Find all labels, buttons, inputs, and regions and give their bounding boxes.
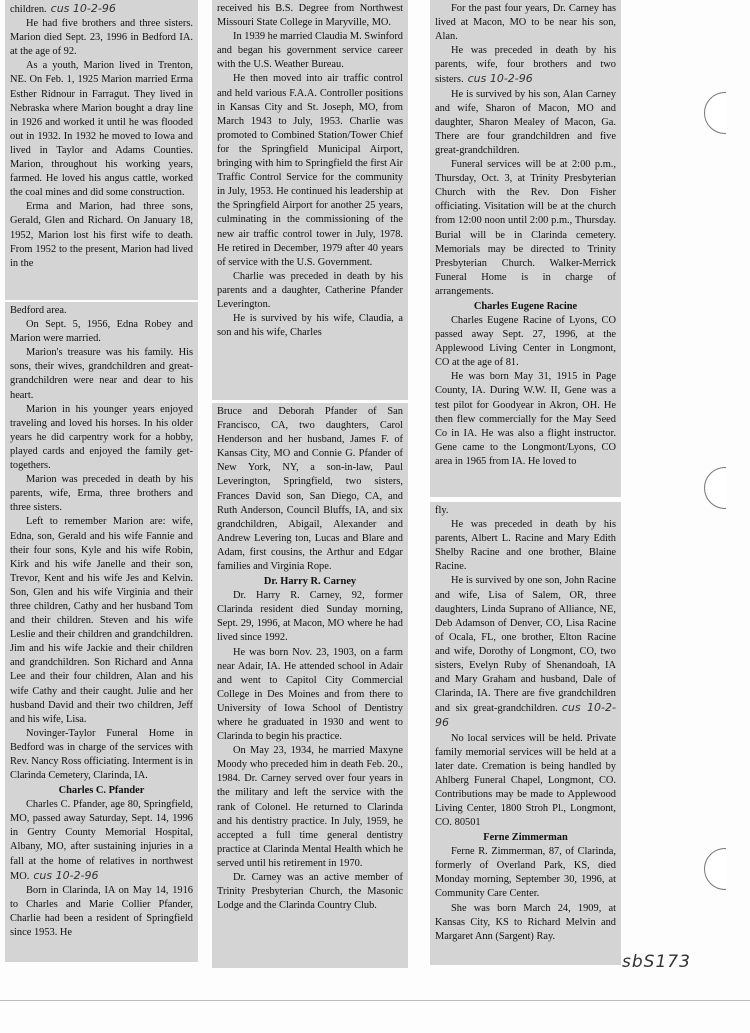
paragraph: For the past four years, Dr. Carney has lived at Macon, MO to be near his son, Alan.	[435, 3, 616, 43]
paragraph: In 1939 he married Claudia M. Swinford and began his government service career with the U.S. Weather Bureau.	[217, 31, 403, 71]
paragraph: He had five brothers and three sisters. Marion died Sept. 23, 1996 in Bedford IA. at the age of 92.	[10, 18, 193, 58]
paragraph: Marion in his younger years enjoyed traveling and loved his horses. In his older years he did carpentry work for a hobby, played cards and enjoyed the family get-togethers.	[10, 403, 193, 472]
paragraph: Left to remember Marion are: wife, Edna, son, Gerald and his wife Fannie and their four sons, Kyle and his wife Robin, Kirk and his wife Janelle and their son, Trevor, Kent and his wife Jes and Kelvin. Son, Glen and his wife Virginia and their three children, Cathy and her husband Tom and their children. Steven and his wife Leslie and their children and grandchildren. Jim and his wife Jackie and their children and grandchildren. Son Richard and Anna Lee and their four children, Alan and his wife Cathy and their caught. Julie and her husband David and their two children, Jeff and his wife, Lisa.	[10, 516, 193, 725]
handwritten-date: cus 10-2-96	[33, 868, 99, 882]
paragraph: Charles C. Pfander, age 80, Springfield, MO, passed away Saturday, Sept. 14, 1996 in Gentry County Memorial Hospital, Albany, MO, after sustaining injuries in a fall at the home of relatives in northwest MO. cus 10-2-96	[10, 799, 193, 882]
paragraph: He was preceded in death by his parents, Albert L. Racine and Mary Edith Shelby Racine and one brother, Blaine Racine.	[435, 519, 616, 573]
obituary-title-carney: Dr. Harry R. Carney	[263, 576, 357, 588]
obituary-title-pfander: Charles C. Pfander	[58, 785, 145, 797]
handwritten-archive-code: sbS173	[622, 952, 691, 972]
paragraph: As a youth, Marion lived in Trenton, NE. On Feb. 1, 1925 Marion married Erma Esther Ridnour in Farragut. They lived in Nebraska where Marion bought a dray line in 1926 and worked it until he was flooded out in 1932. In 1932 he moved to Iowa and lived in Taylor and Adams Counties. Marion, throughout his working years, farmed. He loved his angus cattle, worked the coal mines and did some construction.	[10, 60, 193, 199]
obituary-title-racine: Charles Eugene Racine	[473, 300, 578, 312]
paragraph: Bedford area.	[10, 305, 67, 316]
clipping-continuation-text: children. cus 10-2-96	[10, 2, 116, 15]
paragraph: He was born Nov. 23, 1903, on a farm near Adair, IA. He attended school in Adair and went to Capitol City Commercial College in Des Moines and from there to University of Iowa School of Dentistry where he graduated in 1930 and went to Clarinda to begin his practice.	[217, 646, 403, 743]
paragraph: Charles Eugene Racine of Lyons, CO passed away Sept. 27, 1996, at the Applewood Living Center in Longmont, CO at the age of 81.	[435, 314, 616, 369]
paragraph: Ferne R. Zimmerman, 87, of Clarinda, formerly of Overland Park, KS, died Monday morning, September 30, 1996, at Community Care Center.	[435, 846, 616, 900]
clipping-marion-obituary-part1	[5, 0, 198, 300]
paragraph: On Sept. 5, 1956, Edna Robey and Marion were married.	[10, 319, 193, 345]
paragraph: Dr. Harry R. Carney, 92, former Clarinda resident died Sunday morning, Sept. 29, 1996, at Macon, MO where he had lived since 1992.	[217, 590, 403, 644]
clipping-pfander-and-carney	[212, 403, 408, 968]
paragraph: Marion's treasure was his family. His sons, their wives, grandchildren and great-grandchildren were near and dear to his heart.	[10, 347, 193, 401]
paragraph: Erma and Marion, had three sons, Gerald, Glen and Richard. On January 18, 1952, Marion lost his first wife to death. From 1952 to the present, Marion had lived in the	[10, 201, 193, 269]
paragraph: No local services will be held. Private family memorial services will be held at a later date. Cremation is being handled by Ahlberg Funeral Chapel, Longmont, CO. Contributions may be made to Applewood Living Center, 1800 Stroh Pl., Longmont, CO. 80501	[435, 732, 616, 829]
clipping-racine-and-zimmerman	[430, 502, 621, 965]
handwritten-date: cus 10-2-96	[50, 2, 116, 15]
clipping-marion-and-pfander	[5, 302, 198, 962]
paragraph: Bruce and Deborah Pfander of San Francisco, CA, two daughters, Carol Henderson and her husband, James F. of Kansas City, MO and Connie G. Pfander of New York, NY, a son-in-law, Paul Leverington, Springfield, two sisters, Frances David son, San Diego, CA, and Ruth Anderson, Council Bluffs, IA, and six grandchildren, Abigail, Alexander and Andrew Levering ton, Lucas and Blare and Adam, first cousins, the Arthur and Edgar families and Virginia Rope.	[217, 406, 403, 573]
paragraph: Charlie was preceded in death by his parents and a daughter, Catherine Pfander Leverington.	[217, 270, 403, 310]
paragraph: He is survived by his wife, Claudia, a son and his wife, Charles	[217, 313, 403, 339]
paragraph: Funeral services will be at 2:00 p.m., Thursday, Oct. 3, at Trinity Presbyterian Church with the Rev. Don Fisher officiating. Visitation will be at the church from 12:00 noon until 2:00 p.m., Thursday. Burial will be in Clarinda cemetery. Memorials may be directed to Trinity Presbyterian Church. Walker-Merrick Funeral Home is in charge of arrangements.	[435, 159, 616, 297]
paragraph: received his B.S. Degree from Northwest Missouri State College in Maryville, MO.	[217, 3, 403, 29]
clipping-carney-and-racine	[430, 0, 621, 497]
paragraph: He was preceded in death by his parents, wife, four brothers and two sisters. cus 10-2-96	[435, 45, 616, 86]
paragraph: Novinger-Taylor Funeral Home in Bedford was in charge of the services with Rev. Nancy Ross officiating. Interment is in Clarinda Cemetery, Clarinda, IA.	[10, 727, 193, 782]
paragraph: On May 23, 1934, he married Maxyne Moody who preceded him in death Feb. 20., 1984. Dr. Carney served over four years in the military and left the service with the rank of Colonel. He returned to Clarinda and his dentistry practice. In July, 1959, he accepted a full time general dentistry practice at Clarinda Mental Health which he served until his retirement in 1970.	[217, 745, 403, 869]
paragraph: Marion was preceded in death by his parents, wife, Erma, three brothers and three sisters.	[10, 474, 193, 514]
paragraph: She was born March 24, 1909, at Kansas City, KS to Richard Melvin and Margaret Ann (Sargent) Ray.	[435, 902, 616, 942]
clipping-pfander-continued	[212, 0, 408, 400]
obituary-title-zimmerman: Ferne Zimmerman	[483, 832, 568, 844]
paragraph: He then moved into air traffic control and held various F.A.A. Controller positions in Kansas City and St. Joseph, MO, from March 1943 to July, 1953. Charlie was promoted to Combined Station/Tower Chief for the Springfield Municipal Airport, bringing with him to Springfield the first Air Traffic Control Service for the community in July, 1953. He continued his leadership at the Springfield Airport for another 25 years, culminating in the commissioning of the new air traffic control tower in July, 1978. He retired in December, 1979 after 40 years of service with the U.S. Government.	[217, 73, 403, 268]
paragraph: He is survived by one son, John Racine and wife, Lisa of Salem, OR, three daughters, Linda Suprano of Alliance, NE, Deb Adamson of Denver, CO, Lisa Racine of Ocala, FL, one brother, Elton Racine and wife, Dorothy of Longmont, CO, two sisters, Evelyn Ruby of Shenandoah, IA and Mary Graham and husband, Dale of Clarinda, IA. There are five grandchildren and six great-grandchildren. cus 10-2-96	[435, 575, 616, 730]
paragraph: He was born May 31, 1915 in Page County, IA. During W.W. II, Gene was a test pilot for Goodyear in Akron, OH. He then flew commercially for the May Seed Co in IA. He was also a flight instructor. Gene came to the Longmont/Lyons, CO area in 1965 from IA. He loved to	[435, 371, 616, 467]
paragraph: He is survived by his son, Alan Carney and wife, Sharon of Macon, MO and daughter, Sharon Mealey of Macon, Ga. There are four grandchildren and five great-grandchildren.	[435, 88, 616, 156]
handwritten-date: cus 10-2-96	[435, 701, 616, 730]
paragraph: Dr. Carney was an active member of Trinity Presbyterian Church, the Masonic Lodge and the Clarinda Country Club.	[217, 872, 403, 912]
paragraph: Born in Clarinda, IA on May 14, 1916 to Charles and Marie Collier Pfander, Charlie had been a resident of Springfield since 1953. He	[10, 884, 193, 939]
page-edge-line	[0, 1000, 750, 1001]
handwritten-date: cus 10-2-96	[467, 72, 533, 86]
paragraph: fly.	[435, 505, 449, 516]
